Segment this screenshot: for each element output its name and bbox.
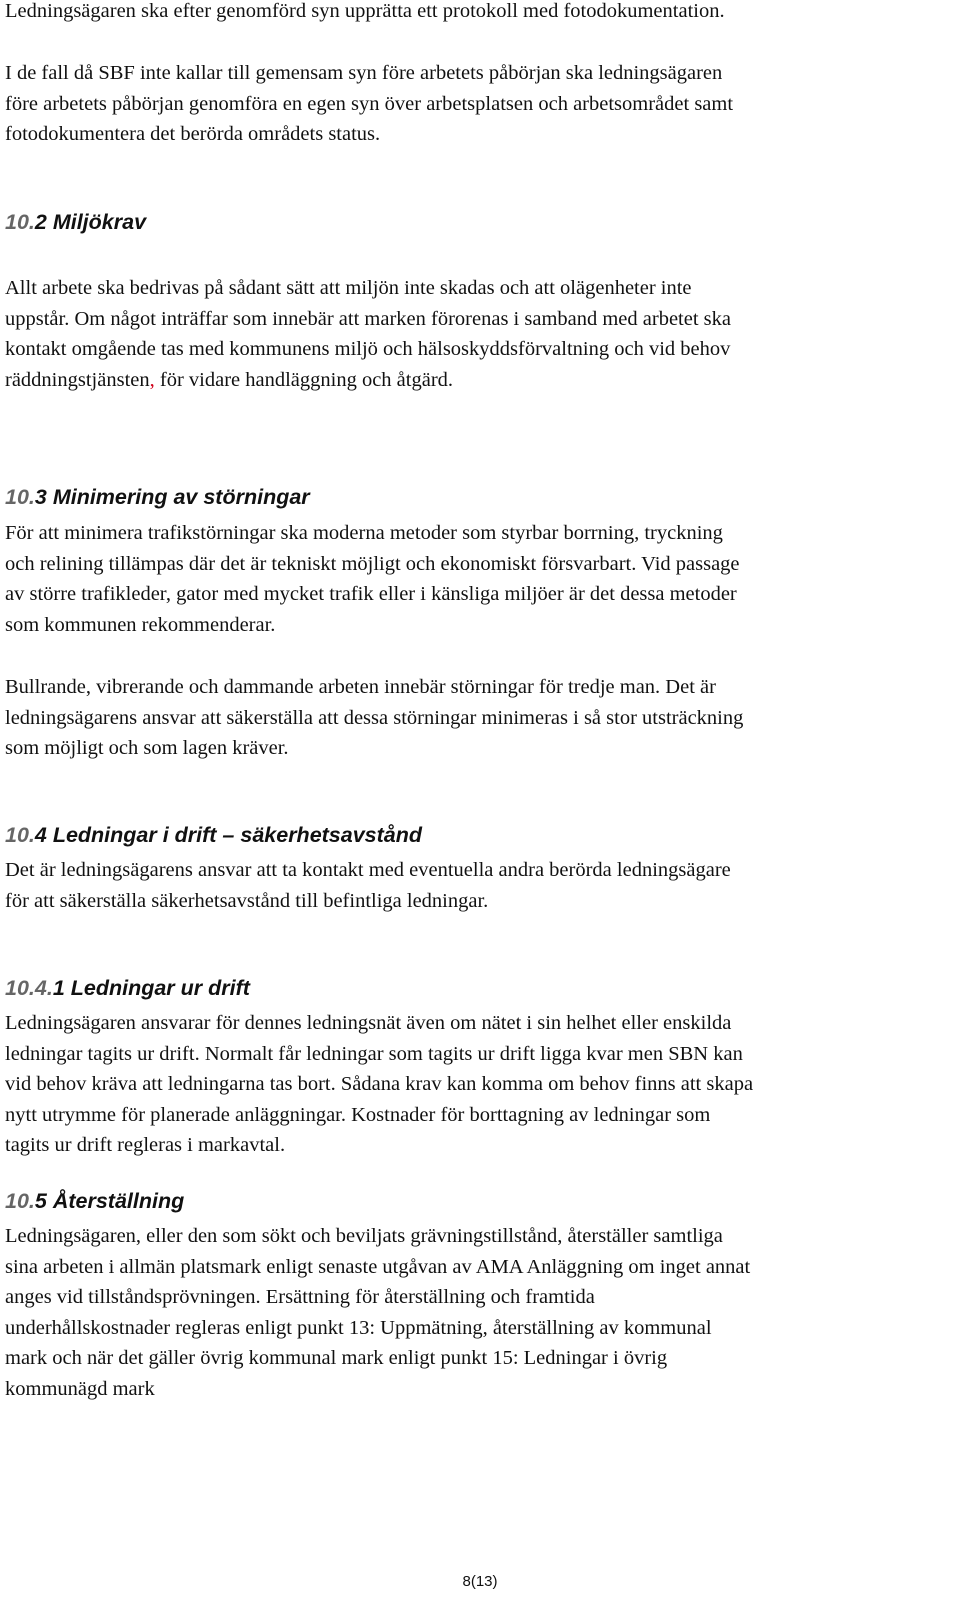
heading-text: 1 Ledningar ur drift xyxy=(52,976,250,1000)
heading-10-5-aterstallning xyxy=(5,1186,955,1216)
heading-text: 3 Minimering av störningar xyxy=(34,485,310,509)
heading-text: 4 Ledningar i drift – säkerhetsavstånd xyxy=(34,823,423,847)
paragraph-noise: Bullrande, vibrerande och dammande arbeten innebär störningar för tredje man. Det är ledningsägarens ansvar att säkerställa att dessa störningar minimeras i så stor utsträckning som möjligt och som lagen kräver. xyxy=(5,676,744,760)
red-comma: , xyxy=(149,368,155,391)
paragraph-traffic: För att minimera trafikstörningar ska moderna metoder som styrbar borrning, tryckning och relining tillämpas där det är tekniskt möjligt och ekonomiskt försvarbart. Vid passage av större trafikleder, gator med mycket trafik eller i känsliga miljöer är det dessa metoder som kommunen rekommenderar. xyxy=(5,522,740,636)
paragraph-own-inspection: I de fall då SBF inte kallar till gemensam syn före arbetets påbörjan ska ledningsägaren före arbetets påbörjan genomföra en egen syn över arbetsplatsen och arbetsområdet samt fotodokumentera det berörda områdets status. xyxy=(5,62,734,146)
heading-10-2-miljokrav xyxy=(5,207,955,237)
paragraph-protocol: Ledningsägaren ska efter genomförd syn upprätta ett protokoll med fotodokumentation. xyxy=(5,0,725,22)
page-number: 8(13) xyxy=(462,1573,498,1590)
heading-number: 10.4. xyxy=(5,976,53,1000)
heading-text: 2 Miljökrav xyxy=(34,210,147,234)
heading-10-4-1-ledningar-ur-drift xyxy=(5,973,955,1003)
paragraph-out-of-service: Ledningsägaren ansvarar för dennes ledningsnät även om nätet i sin helhet eller enskilda ledningar tagits ur drift. Normalt får ledningar som tagits ur drift ligga kvar men SBN kan vid behov kräva att ledningarna tas bort. Sådana krav kan komma om behov finns att skapa nytt utrymme för planerade anläggningar. Kostnader för borttagning av ledningar som tagits ur drift regleras i markavtal. xyxy=(5,1012,754,1157)
paragraph-safety-distance: Det är ledningsägarens ansvar att ta kontakt med eventuella andra berörda ledningsägare för att säkerställa säkerhetsavstånd till befintliga ledningar. xyxy=(5,859,731,912)
heading-text: 5 Återställning xyxy=(34,1189,185,1213)
heading-number: 10. xyxy=(5,485,35,509)
heading-number: 10. xyxy=(5,210,35,234)
paragraph-restoration: Ledningsägaren, eller den som sökt och beviljats grävningstillstånd, återställer samtliga sina arbeten i allmän platsmark enligt senaste utgåvan av AMA Anläggning om inget annat anges vid tillståndsprövningen. Ersättning för återställning och framtida underhållskostnader regleras enligt punkt 13: Uppmätning, återställning av kommunal mark och när det gäller övrig kommunal mark enligt punkt 15: Ledningar i övrig kommunägd mark xyxy=(5,1225,751,1400)
heading-10-4-ledningar-i-drift xyxy=(5,820,955,850)
heading-number: 10. xyxy=(5,823,35,847)
heading-number: 10. xyxy=(5,1189,35,1213)
paragraph-environment xyxy=(5,273,955,395)
paragraph-text-end: för vidare handläggning och åtgärd. xyxy=(154,368,454,391)
heading-10-3-minimering xyxy=(5,482,955,512)
paragraph-text: Allt arbete ska bedrivas på sådant sätt att miljön inte skadas och att olägenheter inte uppstår. Om något inträffar som innebär att marken förorenas i samband med arbetet ska kontakt omgående tas med kommunens miljö och hälsoskyddsförvaltning och vid behov räddningstjänsten xyxy=(5,277,731,391)
